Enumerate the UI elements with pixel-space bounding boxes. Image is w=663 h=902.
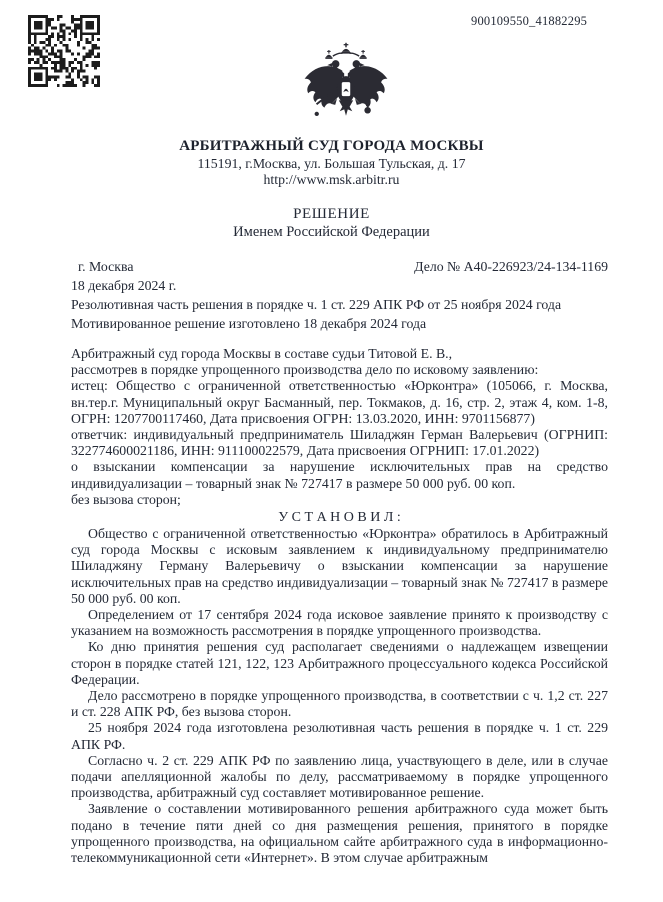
- paragraph: Дело рассмотрено в порядке упрощенного производства, в соответствии с ч. 1,2 ст. 227 и ст. 228 АПК РФ, без вызова сторон.: [71, 688, 608, 720]
- paragraph: 25 ноября 2024 года изготовлена резолютивная часть решения в порядке ч. 1 ст. 229 АПК РФ.: [71, 720, 608, 752]
- motivated-decision-line: Мотивированное решение изготовлено 18 декабря 2024 года: [71, 316, 427, 331]
- paragraph: Ко дню принятия решения суд располагает сведениями о надлежащем извещении сторон в порядке статей 121, 122, 123 Арбитражного процессуального кодекса Российской Федерации.: [71, 639, 608, 687]
- paragraph: Общество с ограниченной ответственностью «Юрконтра» обратилось в Арбитражный суд города Москвы с исковым заявлением к индивидуальному предпринимателю Шиладжяну Герману Валерьевичу о взыскании компенсации за нарушение исключительных прав на средство индивидуализации – товарный знак № 727417 в размере 50 000 руб. 00 коп.: [71, 526, 608, 606]
- case-date: 18 декабря 2024 г.: [71, 278, 177, 293]
- intro-paragraphs: [71, 346, 608, 508]
- court-address: 115191, г.Москва, ул. Большая Тульская, д. 17: [197, 156, 466, 171]
- paragraph: Согласно ч. 2 ст. 229 АПК РФ по заявлению лица, участвующего в деле, или в случае подачи апелляционной жалобы по делу, рассматриваемому в порядке упрощенного производства, арбитражный суд составляет мотивированное решение.: [71, 752, 608, 801]
- paragraph: Заявление о составлении мотивированного решения арбитражного суда может быть подано в течение пяти дней со дня размещения решения, принятого в порядке упрощенного производства, на официальном сайте арбитражного суда в информационно-телекоммуникационной сети «Интернет». В этом случае арбитражным: [71, 801, 608, 866]
- ustanovil-heading: У С Т А Н О В И Л :: [278, 510, 401, 526]
- paragraph: Арбитражный суд города Москвы в составе судьи Титовой Е. В.,: [71, 346, 453, 361]
- decision-subtitle: Именем Российской Федерации: [233, 224, 430, 240]
- court-website-url: http://www.msk.arbitr.ru: [263, 172, 400, 187]
- case-number: Дело № А40-226923/24-134-1169: [414, 259, 608, 274]
- paragraph: истец: Общество с ограниченной ответственностью «Юрконтра» (105066, г. Москва, вн.тер.г. Муниципальный округ Басманный, пер. Токмаков, д. 16, стр. 2, этаж 4, ком. 1-8, ОГРН: 1207700117460, Дата присвоения ОГРН: 13.03.2020, ИНН: 9701156877): [71, 378, 608, 426]
- case-info-block: [71, 257, 608, 333]
- court-name: АРБИТРАЖНЫЙ СУД ГОРОДА МОСКВЫ: [179, 138, 484, 154]
- paragraph: ответчик: индивидуальный предприниматель Шиладжян Герман Валерьевич (ОГРНИП: 322774600021186, ИНН: 911100022579, Дата присвоения ОГРНИП: 17.01.2022): [71, 427, 608, 459]
- document-header: [0, 137, 663, 241]
- qr-code-icon: [28, 15, 100, 87]
- paragraph: Определением от 17 сентября 2024 года исковое заявление принято к производству с указанием на возможность рассмотрения в порядке упрощенного производства.: [71, 607, 608, 639]
- paragraph: о взыскании компенсации за нарушение исключительных прав на средство индивидуализации – товарный знак № 727417 в размере 50 000 руб. 00 коп.: [71, 459, 608, 491]
- case-city: г. Москва: [78, 259, 134, 274]
- resolution-part-line: Резолютивная часть решения в порядке ч. 1 ст. 229 АПК РФ от 25 ноября 2024 года: [71, 297, 562, 312]
- document-number: 900109550_41882295: [471, 14, 588, 28]
- russia-coat-of-arms-icon: [301, 41, 391, 131]
- decision-title: РЕШЕНИЕ: [293, 206, 370, 222]
- paragraph: без вызова сторон;: [71, 491, 181, 507]
- ustanovil-paragraphs: [71, 526, 608, 866]
- paragraph: рассмотрев в порядке упрощенного производства дело по исковому заявлению:: [71, 362, 539, 378]
